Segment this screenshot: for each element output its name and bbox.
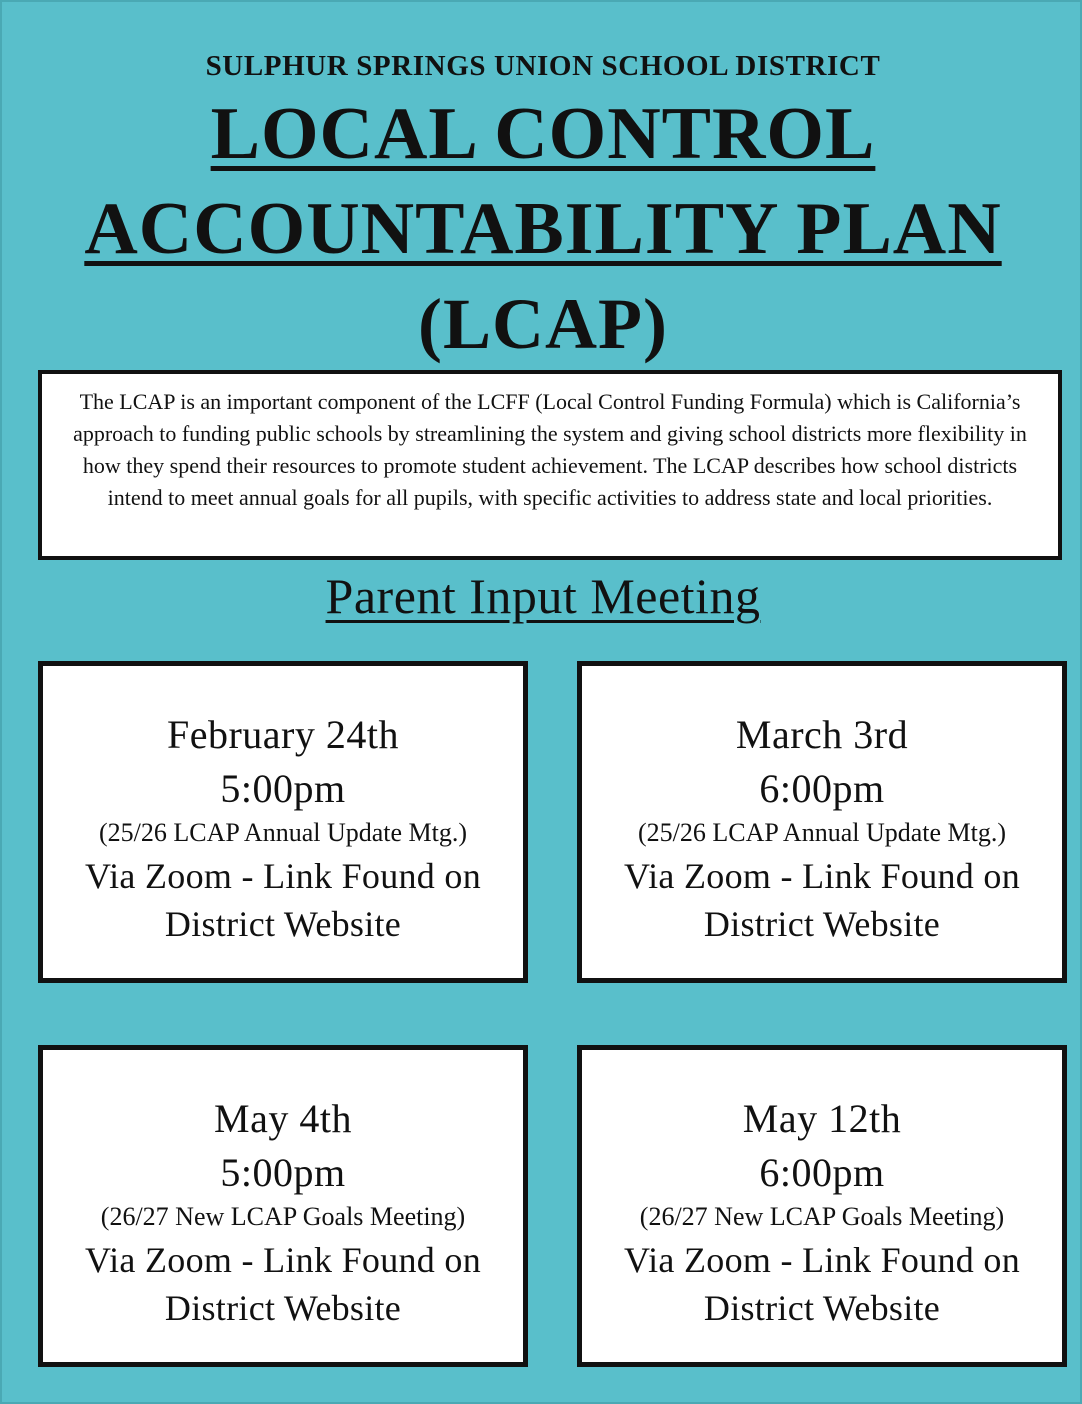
meeting-card-2: [577, 661, 1067, 983]
meeting-note: (25/26 LCAP Annual Update Mtg.): [98, 818, 468, 847]
meeting-time: 5:00pm: [220, 766, 346, 811]
meeting-location-line-1: Via Zoom - Link Found on: [84, 1240, 481, 1280]
meeting-location-line-2: District Website: [164, 904, 402, 944]
intro-box: [38, 370, 1062, 560]
meeting-location-line-2: District Website: [703, 904, 941, 944]
meeting-location-line-2: District Website: [164, 1288, 402, 1328]
title-line-1: [2, 92, 1082, 176]
meeting-note: (25/26 LCAP Annual Update Mtg.): [637, 818, 1007, 847]
meeting-location-line-1: Via Zoom - Link Found on: [623, 1240, 1020, 1280]
meeting-time: 6:00pm: [759, 1150, 885, 1195]
meeting-date: February 24th: [166, 712, 399, 757]
intro-text: The LCAP is an important component of the LCFF (Local Control Funding Formula) which is California’s approach to funding public schools by streamlining the system and giving school districts more flexibility in how they spend their resources to promote student achievement. The LCAP describes how school districts intend to meet annual goals for all pupils, with specific activities to address state and local priorities.: [73, 389, 1027, 510]
meeting-time: 5:00pm: [220, 1150, 346, 1195]
meeting-location-line-2: District Website: [703, 1288, 941, 1328]
title-line-1-text: LOCAL CONTROL: [210, 93, 876, 175]
title-line-2-text: ACCOUNTABILITY PLAN: [84, 188, 1002, 270]
title-acronym: (LCAP): [418, 284, 668, 364]
meeting-date: May 4th: [214, 1096, 352, 1141]
meeting-card-1: [38, 661, 528, 983]
meeting-location: [43, 852, 523, 948]
district-name: SULPHUR SPRINGS UNION SCHOOL DISTRICT: [205, 50, 881, 82]
meeting-date: March 3rd: [735, 712, 909, 757]
meeting-location: [582, 852, 1062, 948]
title-line-2: [2, 187, 1082, 271]
meeting-date: May 12th: [742, 1096, 902, 1141]
meeting-card-4: [577, 1045, 1067, 1367]
meeting-location-line-1: Via Zoom - Link Found on: [84, 856, 481, 896]
section-heading: [2, 564, 1082, 628]
meeting-card-3: [38, 1045, 528, 1367]
section-heading-text: Parent Input Meeting: [325, 568, 761, 624]
meeting-location: [582, 1236, 1062, 1332]
meeting-location: [43, 1236, 523, 1332]
meeting-location-line-1: Via Zoom - Link Found on: [623, 856, 1020, 896]
meeting-note: (26/27 New LCAP Goals Meeting): [639, 1202, 1005, 1231]
meeting-note: (26/27 New LCAP Goals Meeting): [100, 1202, 466, 1231]
meeting-time: 6:00pm: [759, 766, 885, 811]
